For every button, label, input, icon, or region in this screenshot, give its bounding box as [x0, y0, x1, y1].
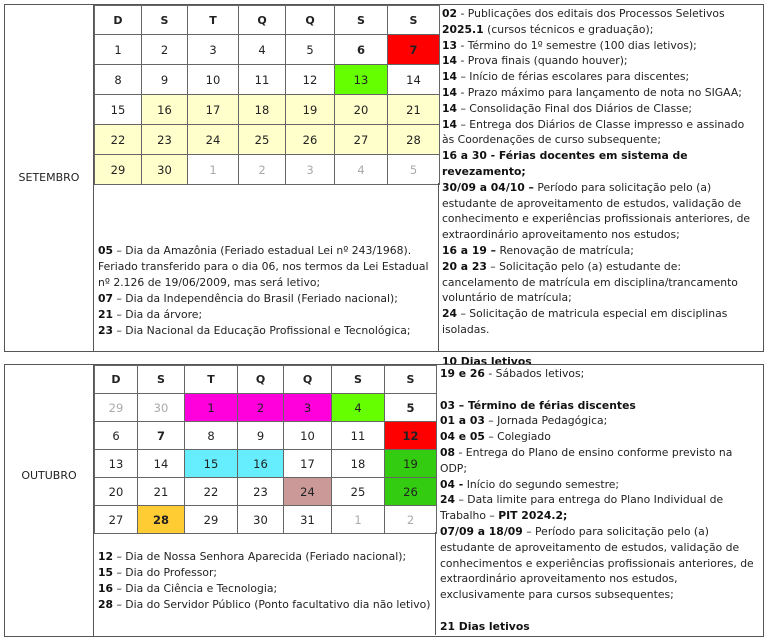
day-cell[interactable]: 6 [95, 422, 138, 450]
event-date: 04 e 05 [440, 430, 485, 444]
event-text: Período para solicitação pelo (a) estudante de aproveitamento de estudos, validação de conhecimento e experiências profissionais anteriores, de extraordinário aproveitamento nos estudos; [442, 180, 751, 242]
day-cell[interactable]: 6 [335, 35, 388, 65]
event-date: 2025.1 [442, 22, 484, 36]
day-cell[interactable]: 5 [388, 155, 440, 185]
day-cell[interactable]: 7 [388, 35, 440, 65]
event-item [440, 492, 759, 524]
day-cell[interactable]: 9 [238, 422, 284, 450]
week-row [95, 394, 437, 422]
day-cell[interactable]: 29 [185, 506, 238, 534]
weekday-header: S [335, 6, 388, 35]
event-text: – Início de férias escolares para discentes; [457, 70, 690, 84]
day-cell[interactable]: 12 [385, 422, 437, 450]
day-cell[interactable]: 20 [335, 95, 388, 125]
day-cell[interactable]: 21 [138, 478, 185, 506]
day-cell[interactable]: 8 [95, 65, 142, 95]
day-cell[interactable]: 3 [286, 155, 335, 185]
weekday-header: S [142, 6, 188, 35]
holiday-item [98, 307, 438, 323]
event-date: 14 [442, 101, 458, 115]
day-cell[interactable]: 23 [238, 478, 284, 506]
weekday-header: Q [284, 366, 332, 394]
event-item [442, 259, 759, 306]
event-date: 24 [440, 493, 456, 507]
day-cell[interactable]: 2 [142, 35, 188, 65]
day-cell[interactable]: 1 [185, 394, 238, 422]
day-cell[interactable]: 1 [95, 35, 142, 65]
weekday-header: D [95, 366, 138, 394]
week-row [95, 35, 440, 65]
week-row [95, 506, 437, 534]
event-item [442, 85, 759, 101]
holiday-day: 28 [98, 598, 114, 611]
day-cell[interactable]: 22 [95, 125, 142, 155]
day-cell[interactable]: 16 [142, 95, 188, 125]
weekday-header: Q [239, 6, 286, 35]
week-row [95, 125, 440, 155]
event-item [442, 180, 759, 243]
day-cell[interactable]: 4 [335, 155, 388, 185]
day-cell[interactable]: 29 [95, 394, 138, 422]
day-cell[interactable]: 24 [284, 478, 332, 506]
event-text: – Jornada Pedagógica; [484, 414, 608, 428]
event-item [440, 413, 759, 429]
event-date: PIT 2024.2; [498, 509, 568, 523]
day-cell[interactable]: 13 [95, 450, 138, 478]
day-cell[interactable]: 29 [95, 155, 142, 185]
event-item [442, 148, 759, 180]
day-cell[interactable]: 17 [284, 450, 332, 478]
event-text: - Término do 1º semestre (100 dias letivos); [457, 38, 697, 52]
week-row [95, 478, 437, 506]
weekday-header: T [188, 6, 239, 35]
holiday-text: – Dia da Amazônia (Feriado estadual Lei nº 243/1968). Feriado transferido para o dia 06, nos termos da Lei Estadual nº 2.126 de 19/06/2009, mas será letivo; [98, 244, 429, 289]
event-text: - Entrega do Plano de ensino conforme previsto na ODP; [440, 445, 733, 475]
day-cell[interactable]: 5 [286, 35, 335, 65]
event-item [442, 243, 759, 259]
event-item [442, 38, 759, 54]
event-text: Início do segundo semestre; [463, 477, 620, 491]
holiday-text: – Dia da árvore; [113, 308, 203, 321]
event-date: 24 [442, 307, 458, 321]
month-label: SETEMBRO [18, 171, 80, 184]
day-cell[interactable]: 10 [188, 65, 239, 95]
holiday-day: 21 [98, 308, 114, 321]
holiday-notes [94, 183, 439, 351]
holiday-notes [94, 532, 436, 635]
day-cell[interactable]: 5 [385, 394, 437, 422]
calendar-grid [94, 5, 440, 185]
holiday-day: 16 [98, 582, 114, 595]
event-item [440, 366, 759, 382]
holiday-text: – Dia de Nossa Senhora Aparecida (Feriado nacional); [113, 550, 407, 563]
holiday-text: – Dia Nacional da Educação Profissional e Tecnológica; [113, 324, 411, 337]
event-text: Renovação de matrícula; [496, 243, 634, 257]
school-days-total-text: 10 Dias letivos [442, 354, 532, 368]
weekday-header: T [185, 366, 238, 394]
day-cell[interactable]: 14 [138, 450, 185, 478]
event-item [442, 306, 759, 338]
spacer [442, 338, 759, 354]
event-item [440, 398, 759, 414]
day-cell[interactable]: 30 [138, 394, 185, 422]
holiday-item [98, 549, 435, 565]
event-date: 20 a 23 [442, 259, 487, 273]
week-row [95, 422, 437, 450]
day-cell[interactable]: 27 [95, 506, 138, 534]
event-item [440, 524, 759, 603]
day-cell[interactable]: 7 [138, 422, 185, 450]
spacer [440, 603, 759, 619]
day-cell[interactable]: 19 [385, 450, 437, 478]
holiday-item [98, 243, 438, 291]
day-cell[interactable]: 11 [239, 65, 286, 95]
day-cell[interactable]: 4 [239, 35, 286, 65]
event-date: 16 a 30 - Férias docentes em sistema de revezamento; [442, 149, 688, 178]
school-days-total [440, 619, 759, 635]
day-cell[interactable]: 24 [188, 125, 239, 155]
event-text: – Data limite para entrega do Plano Individual de Trabalho – [440, 493, 724, 523]
weekday-header: S [138, 366, 185, 394]
event-text: – Solicitação pelo (a) estudante de: cancelamento de matrícula em disciplina/trancamento voluntário de matrícula; [442, 259, 738, 305]
day-cell[interactable]: 8 [185, 422, 238, 450]
event-date: 14 [442, 117, 458, 131]
holiday-day: 05 [98, 244, 114, 257]
event-text: – Entrega dos Diários de Classe impresso e assinado às Coordenações de curso subsequente; [442, 117, 745, 147]
holiday-text: – Dia do Professor; [113, 566, 218, 579]
event-text: - Prova finais (quando houver); [457, 54, 628, 68]
event-date: 14 [442, 70, 458, 84]
month-label: OUTUBRO [21, 469, 77, 482]
event-item [442, 53, 759, 69]
holiday-item [98, 291, 438, 307]
event-text: - Prazo máximo para lançamento de nota no SIGAA; [457, 85, 742, 99]
event-text: – Colegiado [484, 430, 551, 444]
day-cell[interactable]: 20 [95, 478, 138, 506]
day-cell[interactable]: 27 [335, 125, 388, 155]
holiday-text: – Dia da Independência do Brasil (Feriado nacional); [113, 292, 398, 305]
weekday-header: S [385, 366, 437, 394]
event-item [442, 69, 759, 85]
holiday-day: 07 [98, 292, 114, 305]
day-cell[interactable]: 18 [239, 95, 286, 125]
holiday-item [98, 565, 435, 581]
event-text: – Período para solicitação pelo (a) estudante de aproveitamento de estudos, validação de conhecimentos e experiências profissionais anteriores, de extraordinário aproveitamento nos estudos, exclusivamente para cursos subsequentes; [440, 524, 754, 602]
day-cell[interactable]: 30 [142, 155, 188, 185]
holiday-item [98, 323, 438, 339]
event-text: - Sábados letivos; [484, 367, 585, 380]
day-cell[interactable]: 3 [284, 394, 332, 422]
holiday-day: 15 [98, 566, 114, 579]
holiday-day: 23 [98, 324, 114, 337]
day-cell[interactable]: 12 [286, 65, 335, 95]
day-cell[interactable]: 17 [188, 95, 239, 125]
holiday-text: – Dia do Servidor Público (Ponto facultativo dia não letivo) [113, 598, 431, 611]
day-cell[interactable]: 30 [238, 506, 284, 534]
october-section [4, 364, 764, 637]
day-cell[interactable]: 1 [188, 155, 239, 185]
calendar-grid [94, 365, 437, 534]
holiday-item [98, 597, 435, 613]
event-item [440, 477, 759, 493]
weekday-header: Q [238, 366, 284, 394]
event-date: 30/09 a 04/10 – [442, 180, 534, 194]
day-cell[interactable]: 2 [385, 506, 437, 534]
day-cell[interactable]: 18 [332, 450, 385, 478]
event-item [442, 117, 759, 149]
day-cell[interactable]: 2 [239, 155, 286, 185]
day-cell[interactable]: 15 [185, 450, 238, 478]
day-cell[interactable]: 22 [185, 478, 238, 506]
events-list [438, 5, 763, 368]
day-cell[interactable]: 10 [284, 422, 332, 450]
day-cell[interactable]: 14 [388, 65, 440, 95]
event-date: 13 [442, 38, 458, 52]
event-date: 01 a 03 [440, 414, 485, 428]
event-text: – Consolidação Final dos Diários de Classe; [457, 101, 693, 115]
event-item [440, 445, 759, 477]
event-date: 16 a 19 – [442, 243, 497, 257]
day-cell[interactable]: 26 [385, 478, 437, 506]
event-date: 14 [442, 54, 458, 68]
event-text: – Solicitação de matricula especial em disciplinas isoladas. [442, 307, 728, 336]
day-cell[interactable]: 28 [138, 506, 185, 534]
day-cell[interactable]: 9 [142, 65, 188, 95]
holiday-text: – Dia da Ciência e Tecnologia; [113, 582, 278, 595]
day-cell[interactable]: 31 [284, 506, 332, 534]
event-date: 14 [442, 85, 458, 99]
event-date: 08 [440, 445, 456, 459]
day-cell[interactable]: 21 [388, 95, 440, 125]
day-cell[interactable]: 28 [388, 125, 440, 155]
day-cell[interactable]: 25 [239, 125, 286, 155]
event-item [440, 429, 759, 445]
event-date: 07/09 a 18/09 [440, 524, 523, 538]
day-cell[interactable]: 25 [332, 478, 385, 506]
day-cell[interactable]: 13 [335, 65, 388, 95]
event-text: (cursos técnicos e graduação); [483, 22, 654, 36]
event-date: 03 – Término de férias discentes [440, 398, 636, 412]
weekday-header: S [388, 6, 440, 35]
holiday-item [98, 581, 435, 597]
event-date: 04 - [440, 477, 464, 491]
week-row [95, 95, 440, 125]
holiday-day: 12 [98, 550, 114, 563]
month-label-cell [5, 5, 94, 351]
event-item [442, 6, 759, 38]
weekday-header-row [95, 366, 437, 394]
week-row [95, 450, 437, 478]
weekday-header-row [95, 6, 440, 35]
week-row [95, 65, 440, 95]
event-text: - Publicações dos editais dos Processos Seletivos [457, 7, 725, 20]
event-item [442, 101, 759, 117]
week-row [95, 155, 440, 185]
day-cell[interactable]: 1 [332, 506, 385, 534]
day-cell[interactable]: 4 [332, 394, 385, 422]
day-cell[interactable]: 19 [286, 95, 335, 125]
events-list [436, 365, 763, 636]
month-label-cell [5, 365, 94, 636]
spacer [440, 382, 759, 398]
day-cell[interactable]: 15 [95, 95, 142, 125]
weekday-header: Q [286, 6, 335, 35]
day-cell[interactable]: 26 [286, 125, 335, 155]
day-cell[interactable]: 16 [238, 450, 284, 478]
event-date: 19 e 26 [440, 367, 485, 380]
day-cell[interactable]: 11 [332, 422, 385, 450]
weekday-header: S [332, 366, 385, 394]
september-section [4, 4, 764, 368]
day-cell[interactable]: 2 [238, 394, 284, 422]
event-date: 02 [442, 7, 458, 20]
weekday-header: D [95, 6, 142, 35]
school-days-total-text: 21 Dias letivos [440, 619, 530, 633]
day-cell[interactable]: 23 [142, 125, 188, 155]
day-cell[interactable]: 3 [188, 35, 239, 65]
